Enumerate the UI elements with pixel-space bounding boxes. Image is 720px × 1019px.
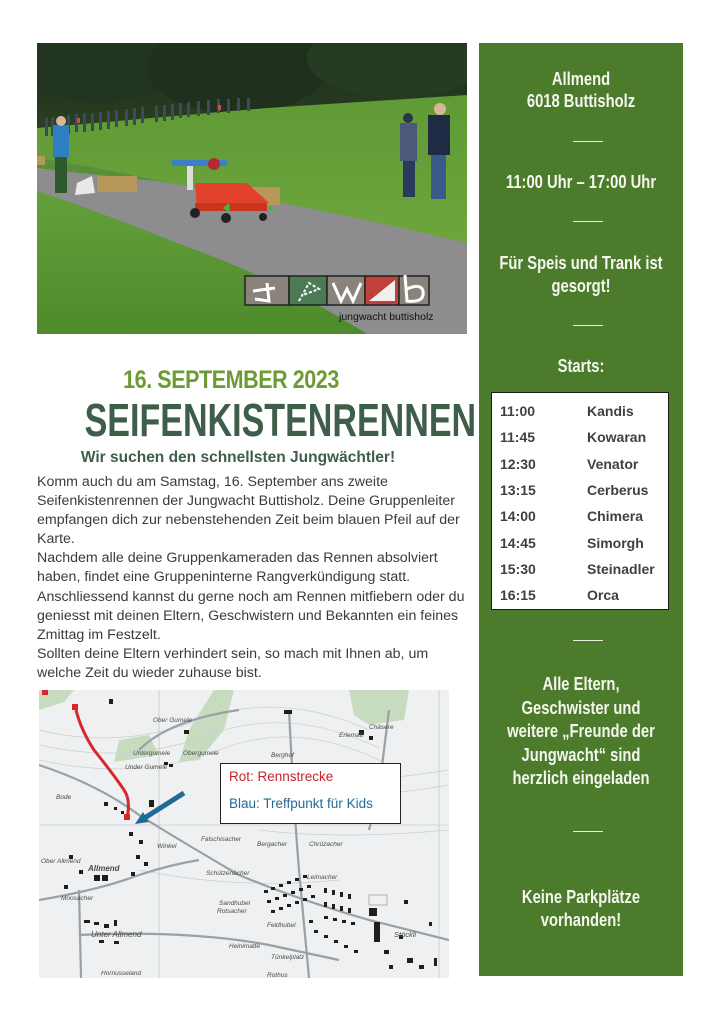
description-paragraph: Komm auch du am Samstag, 16. September ans zweite Seifenkistenrennen der Jungwacht Buttisholz. Deine Gruppenleiter empfangen dich zur nebenstehenden Zeit beim blauen Pfeil auf der Karte. — [37, 474, 460, 548]
parking-info-line1: Keine Parkplätze — [521, 887, 641, 907]
event-subtitle: Wir suchen den schnellsten Jungwächtler! — [80, 449, 396, 466]
description-paragraph: Sollten deine Eltern verhindert sein, so mach mit Ihnen ab, um welche Zeit du wieder zuhause bist. — [37, 645, 429, 681]
start-group: Orca — [587, 587, 619, 604]
start-time: 15:30 — [500, 560, 536, 577]
description-paragraph: Anschliessend kannst du gerne noch am Rennen mitfiebern oder du geniesst mit deinen Eltern, Geschwistern und Bekannten ein feines Zmittag im Festzelt. — [37, 588, 465, 643]
start-time: 14:00 — [500, 508, 536, 525]
starts-schedule-table — [491, 392, 669, 610]
location-name: Allmend — [551, 69, 611, 89]
starts-label: Starts: — [557, 356, 605, 376]
start-group: Venator — [587, 455, 639, 472]
map-label: Feldhubel — [267, 922, 296, 929]
map-label: Rothus — [267, 972, 288, 978]
food-info-line1: Für Speis und Trank ist — [499, 253, 663, 273]
map-label: Berghof — [271, 752, 294, 759]
legend-race-route: Rot: Rennstrecke — [229, 769, 334, 784]
route-map — [39, 690, 449, 978]
divider — [573, 221, 603, 222]
map-label: Hornusseland — [101, 970, 142, 977]
start-group: Kowaran — [587, 429, 647, 446]
invitation-text — [497, 673, 664, 791]
map-label: Sandhubel — [219, 900, 251, 907]
start-row — [500, 503, 668, 529]
svg-text:jungwacht buttisholz: jungwacht buttisholz — [339, 311, 434, 323]
event-title: SEIFENKISTENRENNEN — [84, 394, 477, 446]
divider — [573, 831, 603, 832]
invitation-line: herzlich eingeladen — [512, 768, 650, 788]
invitation-line: Jungwacht“ sind — [521, 744, 641, 765]
event-description — [37, 473, 469, 683]
start-time: 11:00 — [500, 403, 536, 420]
map-label: Ober Allmend — [41, 858, 81, 865]
event-hours: 11:00 Uhr – 17:00 Uhr — [505, 172, 657, 192]
start-row — [500, 556, 668, 582]
start-time: 14:45 — [500, 534, 536, 551]
start-group: Steinadler — [587, 560, 655, 577]
map-label: Rotsacher — [217, 908, 247, 915]
start-time: 16:15 — [500, 587, 536, 604]
map-legend — [220, 763, 401, 824]
divider — [573, 640, 603, 641]
map-label: Moosacher — [61, 895, 94, 902]
map-label: Winkel — [157, 843, 177, 850]
map-label: Tünkelplatz — [271, 954, 305, 961]
info-sidebar — [479, 43, 683, 976]
map-label: Schützenächer — [206, 870, 250, 877]
divider — [573, 325, 603, 326]
legend-meeting-point: Blau: Treffpunkt für Kids — [229, 796, 373, 811]
start-group: Chimera — [587, 508, 644, 525]
map-label: Heinimatte — [229, 943, 261, 950]
map-label: Under Gumele — [125, 764, 168, 771]
start-row — [500, 424, 668, 450]
map-label: Chäsere — [369, 724, 394, 731]
map-label: Unter Allmend — [91, 930, 142, 939]
map-label: Falschisacher — [201, 836, 242, 843]
invitation-line: Alle Eltern, — [542, 674, 620, 694]
map-label: Bergacher — [257, 841, 287, 848]
event-date-heading: 16. SEPTEMBER 2023 — [123, 366, 339, 394]
start-time: 13:15 — [500, 482, 536, 499]
map-label: Chrüzacher — [309, 841, 343, 848]
event-photo — [37, 43, 467, 334]
start-row — [500, 451, 668, 477]
start-time: 11:45 — [500, 429, 536, 446]
map-label: Erlematt — [339, 732, 364, 739]
start-row — [500, 529, 668, 555]
start-group: Cerberus — [587, 482, 649, 499]
parking-info-line2: vorhanden! — [540, 910, 622, 930]
start-row — [500, 477, 668, 503]
divider — [573, 141, 603, 142]
food-info-line2: gesorgt! — [551, 276, 611, 296]
start-row — [500, 398, 668, 424]
map-label: Leimacher — [307, 874, 338, 881]
invitation-line: Geschwister und — [521, 697, 641, 718]
map-label: Untergumele — [133, 750, 171, 757]
map-label: Bode — [56, 794, 72, 801]
start-group: Kandis — [587, 403, 634, 420]
start-group: Simorgh — [587, 534, 644, 551]
location-address: 6018 Buttisholz — [526, 91, 636, 111]
soapbox-race-photo — [37, 43, 467, 334]
map-label: Allmend — [88, 864, 120, 873]
start-row — [500, 582, 668, 608]
invitation-line: weitere „Freunde der — [507, 721, 655, 741]
description-paragraph: Nachdem alle deine Gruppenkameraden das Rennen absolviert haben, findet eine Gruppeninterne Rangverkündigung statt. — [37, 550, 438, 586]
map-label: Stöckli — [394, 930, 417, 939]
start-time: 12:30 — [500, 455, 536, 472]
map-label: Ober Gumele — [153, 717, 193, 724]
map-label: Obergumele — [183, 750, 219, 757]
